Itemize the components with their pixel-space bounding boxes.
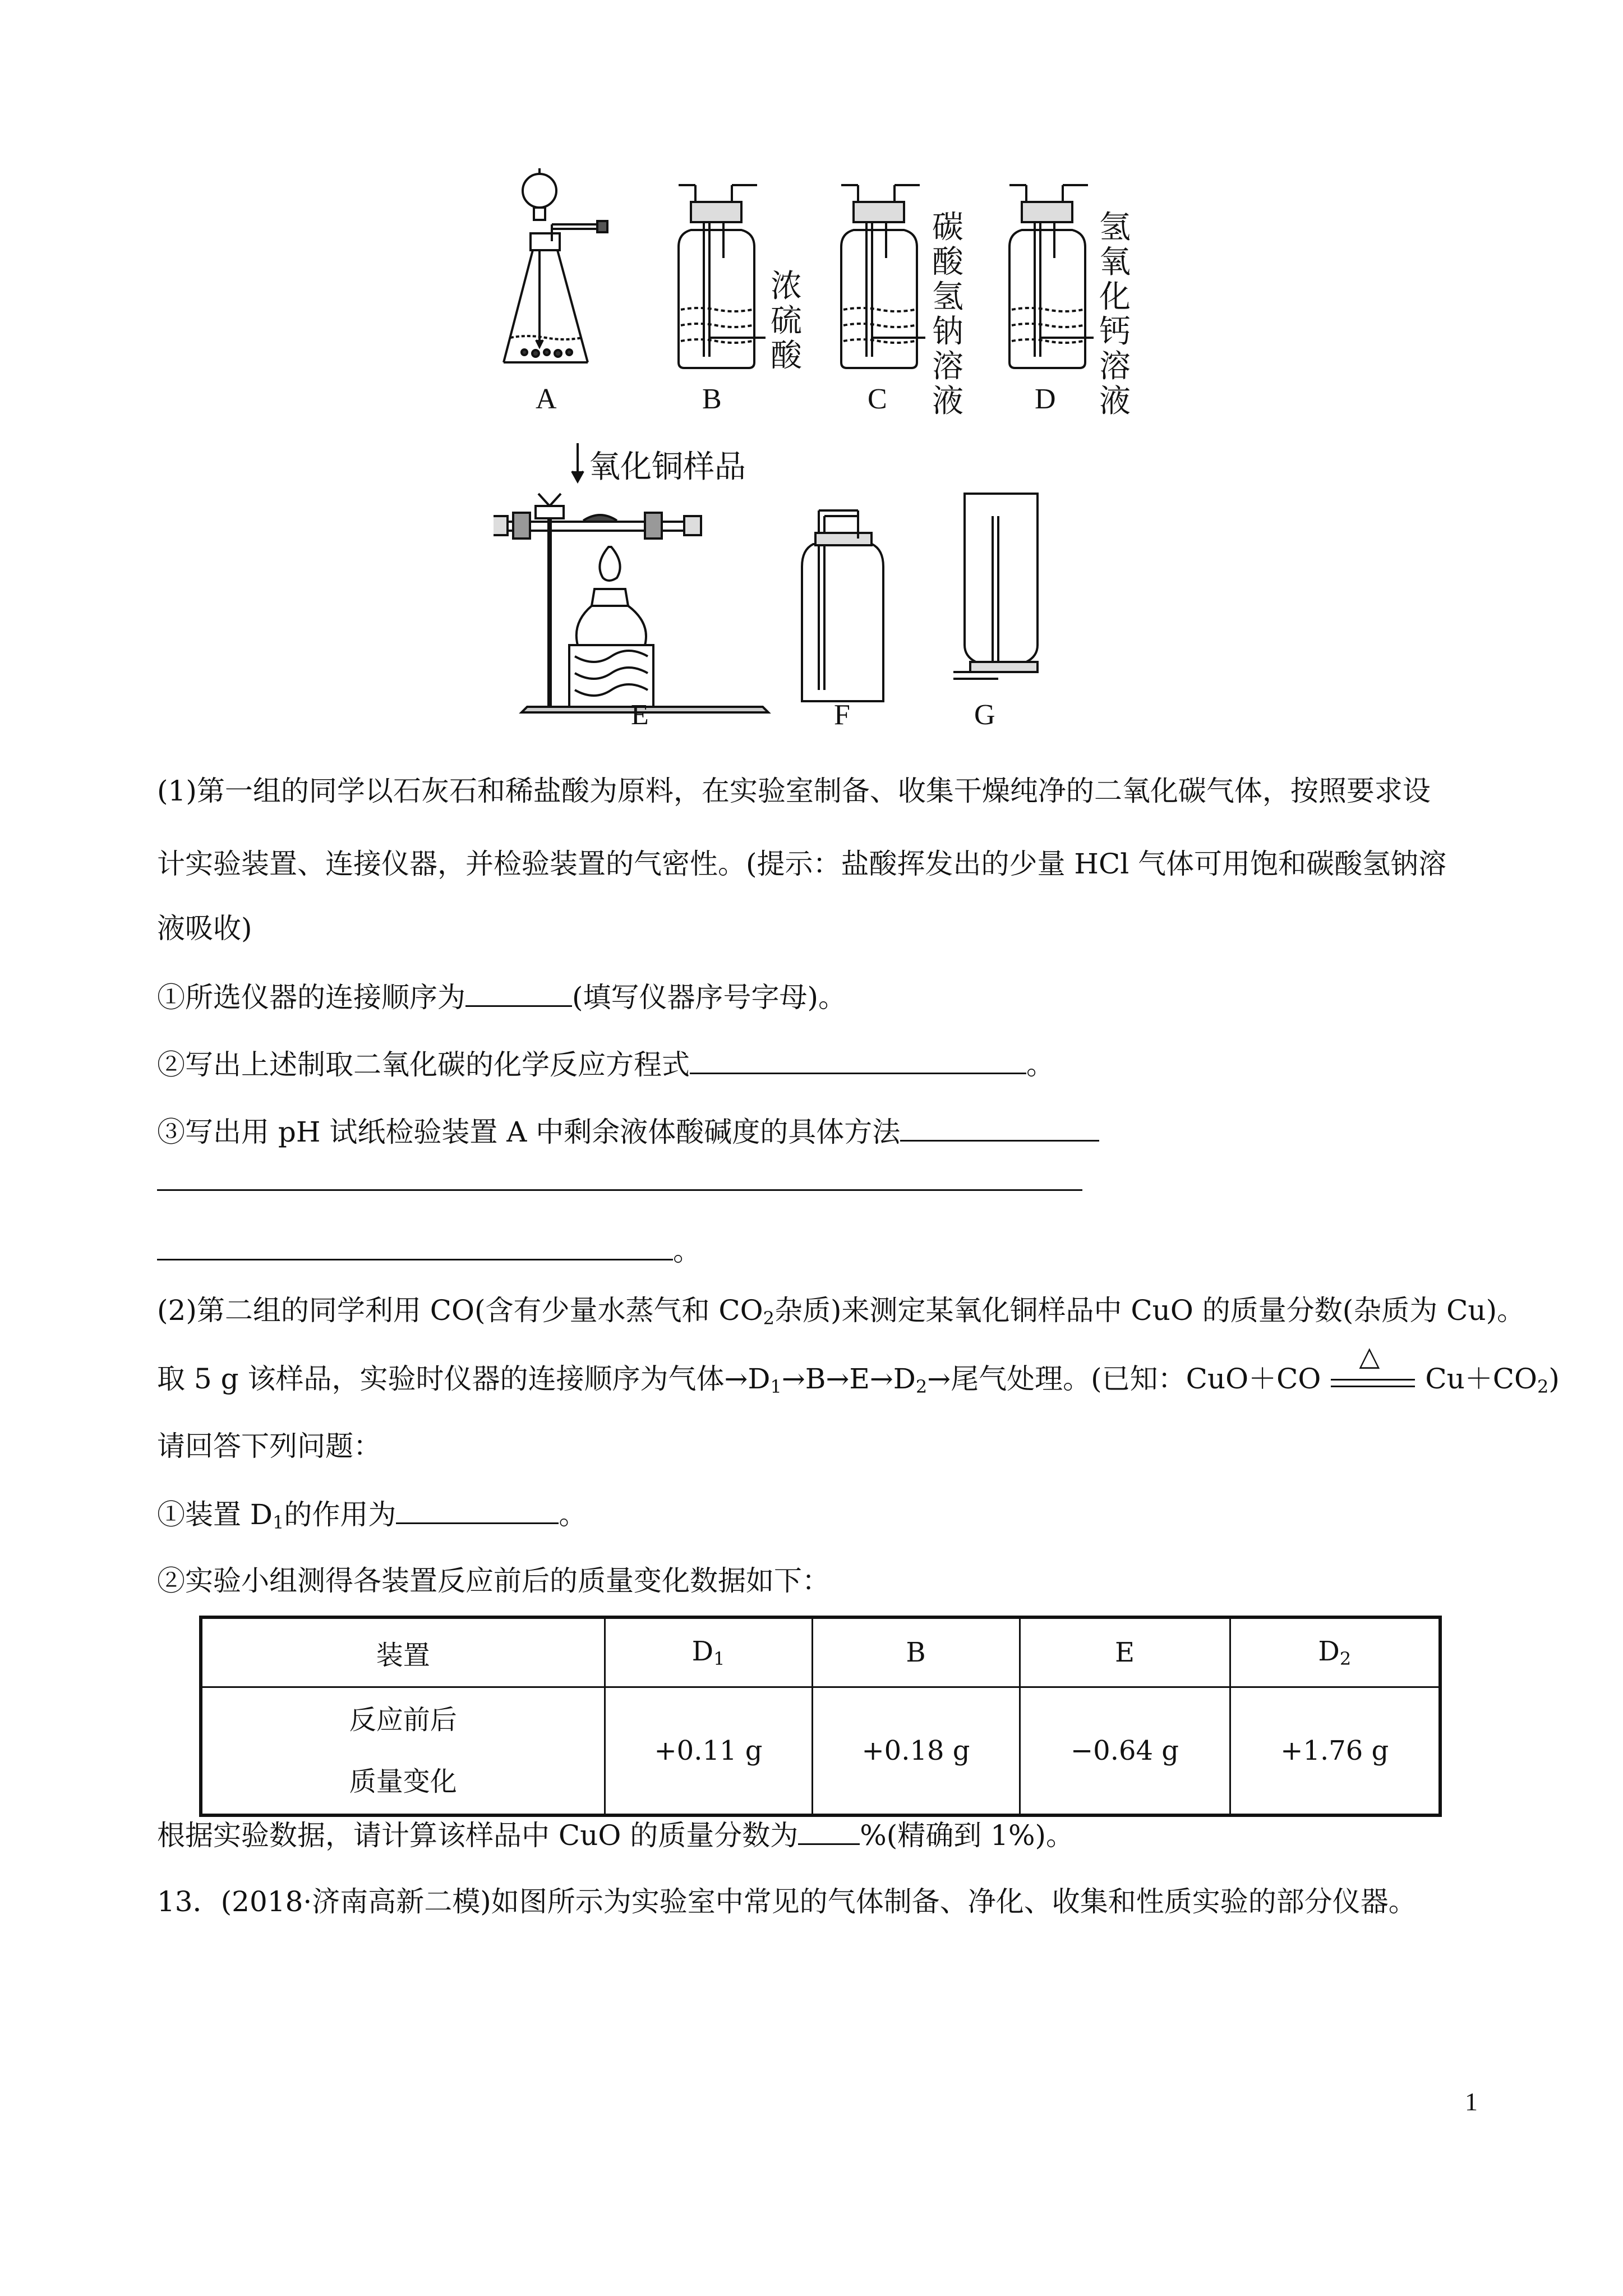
q3-answer-blank-2[interactable] <box>157 1189 1082 1191</box>
q1-text-before: ①所选仪器的连接顺序为 <box>157 981 465 1014</box>
sample-label: 氧化铜样品 <box>589 449 746 485</box>
row-label-line-2: 质量变化 <box>349 1766 457 1797</box>
q2-text-before: ②写出上述制取二氧化碳的化学反应方程式 <box>157 1048 690 1081</box>
after-table-question <box>157 1819 1074 1852</box>
apparatus-figure-bottom <box>494 443 1110 746</box>
sub-2: 2 <box>763 1308 774 1329</box>
part2-line1 <box>157 1294 1525 1335</box>
label-d: D <box>1035 383 1056 415</box>
table-header-row <box>201 1617 1440 1687</box>
apparatus-c-bottle <box>841 185 925 368</box>
part2-q1-post: 。 <box>559 1498 587 1531</box>
after-table-pre: 根据实验数据，请计算该样品中 CuO 的质量分数为 <box>157 1819 799 1852</box>
header-label: B <box>906 1637 926 1668</box>
reagent-c-label: 碳酸氢钠溶液 <box>932 209 963 420</box>
part1-q3-end <box>157 1234 701 1268</box>
apparatus-g-bottle <box>953 494 1038 679</box>
part2-line3: 请回答下列问题： <box>157 1430 381 1462</box>
apparatus-figure-top <box>494 163 1144 426</box>
part1-q3 <box>157 1115 1099 1149</box>
part2-q1 <box>157 1498 587 1539</box>
apparatus-f-bottle <box>802 510 883 701</box>
part1-q1 <box>157 981 846 1014</box>
table-header-cell <box>605 1617 812 1687</box>
part1-line3: 液吸收) <box>157 912 252 945</box>
table-header-cell <box>1230 1617 1440 1687</box>
page-number: 1 <box>1465 2087 1478 2116</box>
sub-1: 1 <box>272 1512 284 1533</box>
apparatus-d-bottle <box>1009 185 1094 368</box>
label-g: G <box>974 699 995 731</box>
reagent-b-label: 浓硫酸 <box>771 268 802 374</box>
header-label: E <box>1114 1637 1135 1668</box>
table-cell: +0.18 g <box>812 1687 1020 1816</box>
apparatus-e-to-g-drawing <box>494 443 1110 746</box>
header-label: D <box>691 1636 714 1667</box>
header-label: 装置 <box>376 1639 430 1671</box>
part2-line2 <box>157 1341 1560 1404</box>
q3-answer-blank-1[interactable] <box>900 1139 1099 1142</box>
label-f: F <box>834 699 850 731</box>
table-header-cell <box>201 1617 605 1687</box>
header-sub: 1 <box>713 1648 725 1669</box>
part2-q2: ②实验小组测得各装置反应前后的质量变化数据如下： <box>157 1565 830 1597</box>
q1-answer-blank[interactable] <box>465 1005 572 1007</box>
question-13: 13．(2018·济南高新二模)如图所示为实验室中常见的气体制备、净化、收集和性质实验的部分仪器。 <box>157 1885 1417 1918</box>
part1-q2 <box>157 1048 1054 1082</box>
q3-text-before: ③写出用 pH 试纸检验装置 A 中剩余液体酸碱度的具体方法 <box>157 1116 901 1148</box>
percentage-answer-blank[interactable] <box>798 1843 860 1845</box>
apparatus-a-flask <box>504 168 607 362</box>
sub-2: 2 <box>1537 1376 1549 1397</box>
q2-text-after: 。 <box>1026 1048 1054 1081</box>
table-header-cell <box>1020 1617 1230 1687</box>
table-cell: +1.76 g <box>1230 1687 1440 1816</box>
row-label-line-1: 反应前后 <box>349 1704 457 1736</box>
part2-q1-answer-blank[interactable] <box>396 1522 559 1524</box>
part2-q1-pre: ①装置 D <box>157 1498 273 1531</box>
part2-q1-mid: 的作用为 <box>284 1498 396 1531</box>
table-row-label <box>201 1687 605 1816</box>
header-sub: 2 <box>1339 1648 1352 1669</box>
q3-end-mark: 。 <box>673 1235 701 1267</box>
mass-change-table <box>199 1616 1442 1817</box>
sub-2: 2 <box>915 1376 928 1397</box>
part2-line1-b: 杂质)来测定某氧化铜样品中 CuO 的质量分数(杂质为 Cu)。 <box>774 1294 1525 1327</box>
label-b: B <box>702 383 722 415</box>
table-row <box>201 1687 1440 1816</box>
label-e: E <box>631 699 649 731</box>
part1-line2: 计实验装置、连接仪器，并检验装置的气密性。(提示：盐酸挥发出的少量 HCl 气体可用饱和碳酸氢钠溶 <box>157 848 1447 880</box>
part1-line1: (1)第一组的同学以石灰石和稀盐酸为原料，在实验室制备、收集干燥纯净的二氧化碳气体，按照要求设 <box>157 775 1431 807</box>
table-header-cell <box>812 1617 1020 1687</box>
part2-line2-c: →尾气处理。(已知：CuO＋CO <box>927 1363 1321 1395</box>
q1-text-after: (填写仪器序号字母)。 <box>572 981 847 1014</box>
part2-line2-a: 取 5 g 该样品，实验时仪器的连接顺序为气体→D <box>157 1363 771 1395</box>
after-table-post: %(精确到 1%)。 <box>860 1819 1074 1852</box>
delta-icon: △ <box>1359 1341 1380 1372</box>
label-a: A <box>536 383 557 415</box>
part2-line1-a: (2)第二组的同学利用 CO(含有少量水蒸气和 CO <box>157 1294 763 1327</box>
table-cell: +0.11 g <box>605 1687 812 1816</box>
part2-line2-e: ) <box>1548 1363 1560 1395</box>
q2-answer-blank[interactable] <box>690 1072 1026 1074</box>
header-label: D <box>1318 1636 1340 1667</box>
heat-equals-sign <box>1331 1341 1415 1398</box>
apparatus-b-bottle <box>679 185 766 368</box>
table-cell: −0.64 g <box>1020 1687 1230 1816</box>
part2-line2-d: Cu＋CO <box>1425 1363 1538 1395</box>
reagent-d-label: 氢氧化钙溶液 <box>1099 209 1131 420</box>
part2-line2-b: →B→E→D <box>781 1363 916 1395</box>
sub-1: 1 <box>770 1376 782 1397</box>
label-c: C <box>868 383 887 415</box>
q3-answer-blank-3[interactable] <box>157 1258 673 1260</box>
